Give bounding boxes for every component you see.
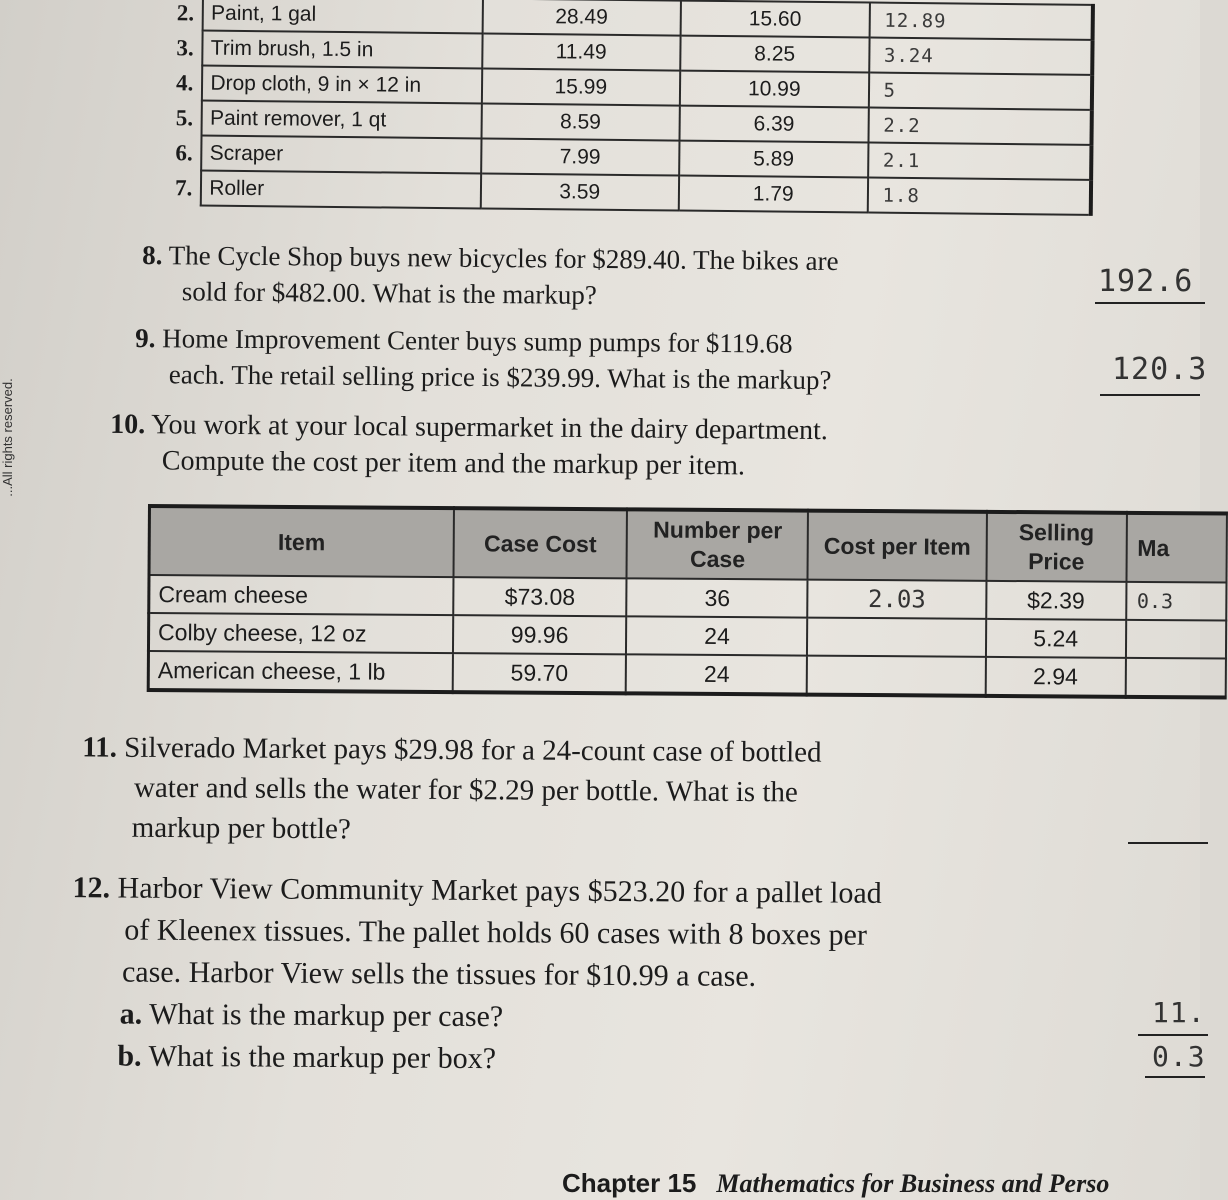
row-number: 5. [175,104,194,130]
header-cost-per-item: Cost per Item [808,511,987,581]
subquestion-text: What is the markup per case? [149,997,504,1034]
dairy-table-row [148,651,1226,698]
question-number: 8. [142,239,163,271]
item-name: Paint, 1 gal [203,0,483,33]
selling-price: 2.94 [985,657,1125,697]
cost-per-item-handwritten [807,656,985,696]
question-text-line: markup per bottle? [131,811,351,846]
subquestion-label: a. [119,997,143,1031]
retail-price: 3.59 [480,173,679,210]
handwritten-markup: 3.24 [869,38,1093,75]
case-cost: 99.96 [453,615,627,654]
row-number: 2. [176,0,195,25]
item-name: Trim brush, 1.5 in [203,31,483,69]
handwritten-markup: 2.1 [868,143,1092,180]
question-text-line: Home Improvement Center buys sump pumps for $119.68 [162,323,793,359]
question-text-line: each. The retail selling price is $239.99. What is the markup? [168,359,832,396]
item-name: American cheese, 1 lb [148,651,452,692]
cost-per-item-handwritten [807,618,985,657]
retail-price: 28.49 [482,0,681,36]
item-name: Paint remover, 1 qt [202,101,482,139]
answer-8-line [1095,302,1205,304]
subquestion-text: What is the markup per box? [148,1039,497,1076]
question-12 [71,867,882,1083]
header-number-per-case: Number per Case [627,509,809,579]
question-11 [82,727,822,852]
header-item: Item [149,506,454,577]
markup-handwritten [1126,620,1227,659]
retail-price: 8.59 [481,103,680,140]
answer-11-line [1128,842,1208,844]
copyright-side-text: ...All rights reserved. [0,378,15,497]
header-markup: Ma [1126,513,1227,583]
selling-price: $2.39 [986,581,1126,620]
question-10 [110,407,828,485]
case-cost: 59.70 [452,653,626,693]
cost-price: 15.60 [681,1,870,38]
case-cost: $73.08 [453,577,627,616]
cost-price: 8.25 [680,36,869,73]
question-8 [142,237,839,315]
cost-price: 5.89 [679,141,868,178]
markup-handwritten: 0.3 [1126,582,1227,621]
answer-8-handwritten: 192.6 [1098,264,1194,299]
row-number: 6. [175,139,193,165]
answer-12b-line [1145,1076,1205,1078]
number-per-case: 24 [626,616,807,655]
question-text-line: sold for $482.00. What is the markup? [181,276,597,310]
retail-price: 15.99 [481,68,680,105]
handwritten-markup: 12.89 [869,3,1093,40]
item-name: Colby cheese, 12 oz [148,613,452,653]
question-number: 10. [110,408,146,441]
item-name: Drop cloth, 9 in × 12 in [202,66,482,104]
markup-handwritten [1125,658,1226,698]
subquestion-label: b. [117,1039,142,1073]
retail-price: 11.49 [482,33,681,70]
answer-9-line [1100,394,1200,396]
number-per-case: 24 [626,654,807,694]
cost-price: 1.79 [679,176,868,213]
answer-12a-line [1138,1034,1208,1036]
question-number: 9. [135,322,156,354]
page-footer [562,1168,1109,1199]
question-number: 11. [82,731,118,764]
item-name: Cream cheese [149,575,453,615]
item-name: Scraper [201,136,481,174]
answer-9-handwritten: 120.3 [1112,352,1208,387]
handwritten-markup: 5 [868,73,1092,110]
row-number: 4. [176,69,194,95]
row-number: 3. [176,34,194,60]
answer-12b-handwritten: 0.3 [1152,1040,1206,1073]
question-text-line: case. Harbor View sells the tissues for $10.99 a case. [121,955,757,993]
item-name: Roller [201,171,481,209]
answer-12a-handwritten: 11. [1152,996,1206,1029]
question-text-line: You work at your local supermarket in the dairy department. [151,409,829,447]
row-number: 7. [174,174,193,200]
question-text-line: Silverado Market pays $29.98 for a 24-count case of bottled [124,731,822,769]
chapter-label: Chapter 15 [562,1168,697,1198]
question-text-line: of Kleenex tissues. The pallet holds 60 cases with 8 boxes per [124,913,868,952]
cost-price: 6.39 [679,106,868,143]
question-text-line: water and sells the water for $2.29 per bottle. What is the [133,771,798,809]
selling-price: 5.24 [986,619,1126,658]
retail-price: 7.99 [481,138,680,175]
question-number: 12. [72,871,111,905]
book-title: Mathematics for Business and Perso [716,1169,1110,1198]
question-9 [135,320,832,398]
question-text-line: The Cycle Shop buys new bicycles for $289.40. The bikes are [168,240,839,277]
question-text-line: Harbor View Community Market pays $523.20 for a pallet load [117,871,882,910]
cost-price: 10.99 [680,71,869,108]
dairy-table-header [149,506,1227,583]
handwritten-markup: 2.2 [868,108,1092,145]
cost-per-item-handwritten: 2.03 [808,580,986,619]
number-per-case: 36 [627,578,808,617]
handwritten-markup: 1.8 [867,178,1091,215]
supplies-table [148,0,1095,216]
question-text-line: Compute the cost per item and the markup per item. [161,445,746,482]
header-case-cost: Case Cost [453,508,627,578]
header-selling-price: Selling Price [986,512,1126,582]
dairy-table [147,504,1228,700]
